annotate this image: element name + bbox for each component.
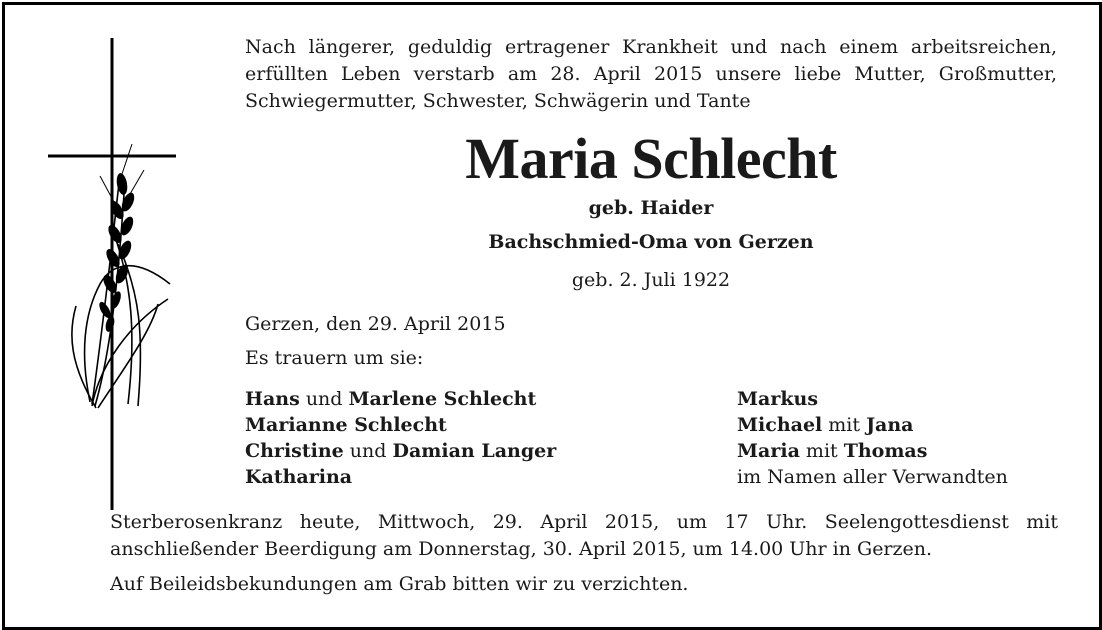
mourner-line <box>737 464 1008 490</box>
condolence-note: Auf Beileidsbekundungen am Grab bitten wir zu verzichten. <box>110 573 689 595</box>
mourner-line <box>737 386 1008 412</box>
mourner-name: Damian Langer <box>392 440 557 462</box>
place-date: Gerzen, den 29. April 2015 <box>245 313 506 335</box>
mourner-connector: und <box>299 388 349 410</box>
intro-text: Nach längerer, geduldig ertragener Krankheit und nach einem arbeitsreichen, erfüllten Leben verstarb am 28. April 2015 unsere liebe Mutter, Großmutter, Schwiegermutter, Schwester, Schwägerin und Tante <box>245 36 1057 112</box>
mourner-name: Markus <box>737 388 819 410</box>
mourner-line <box>245 438 556 464</box>
mourner-name: Christine <box>245 440 344 462</box>
mourner-connector: mit <box>799 440 844 462</box>
mourner-name: Hans <box>245 388 300 410</box>
mourners-heading: Es trauern um sie: <box>245 347 424 369</box>
mourner-name: Thomas <box>843 440 928 462</box>
mourner-name: Jana <box>866 414 914 436</box>
mourner-name: Maria <box>737 440 800 462</box>
birth-date: geb. 2. Juli 1922 <box>571 269 731 291</box>
mourner-connector: im Namen aller Verwandten <box>737 466 1008 488</box>
mourner-name: Marianne Schlecht <box>245 414 447 436</box>
mourners-right-list <box>737 386 1008 490</box>
mourners-left-list <box>245 386 556 490</box>
mourner-line <box>245 386 556 412</box>
mourner-name: Michael <box>737 414 823 436</box>
mourner-line <box>245 464 556 490</box>
mourner-connector: und <box>343 440 393 462</box>
nickname: Bachschmied-Oma von Gerzen <box>488 231 814 253</box>
services-text: Sterberosenkranz heute, Mittwoch, 29. April 2015, um 17 Uhr. Seelengottesdienst mit anschließender Beerdigung am Donnerstag, 30. April 2015, um 14.00 Uhr in Gerzen. <box>110 511 1058 560</box>
mourner-name: Katharina <box>245 466 353 488</box>
mourner-name: Marlene Schlecht <box>348 388 537 410</box>
mourner-connector: mit <box>822 414 867 436</box>
cross-with-wheat-icon <box>40 34 190 514</box>
mourner-line <box>245 412 556 438</box>
deceased-name: Maria Schlecht <box>465 126 837 191</box>
mourner-line <box>737 412 1008 438</box>
maiden-name: geb. Haider <box>588 197 714 219</box>
mourner-line <box>737 438 1008 464</box>
